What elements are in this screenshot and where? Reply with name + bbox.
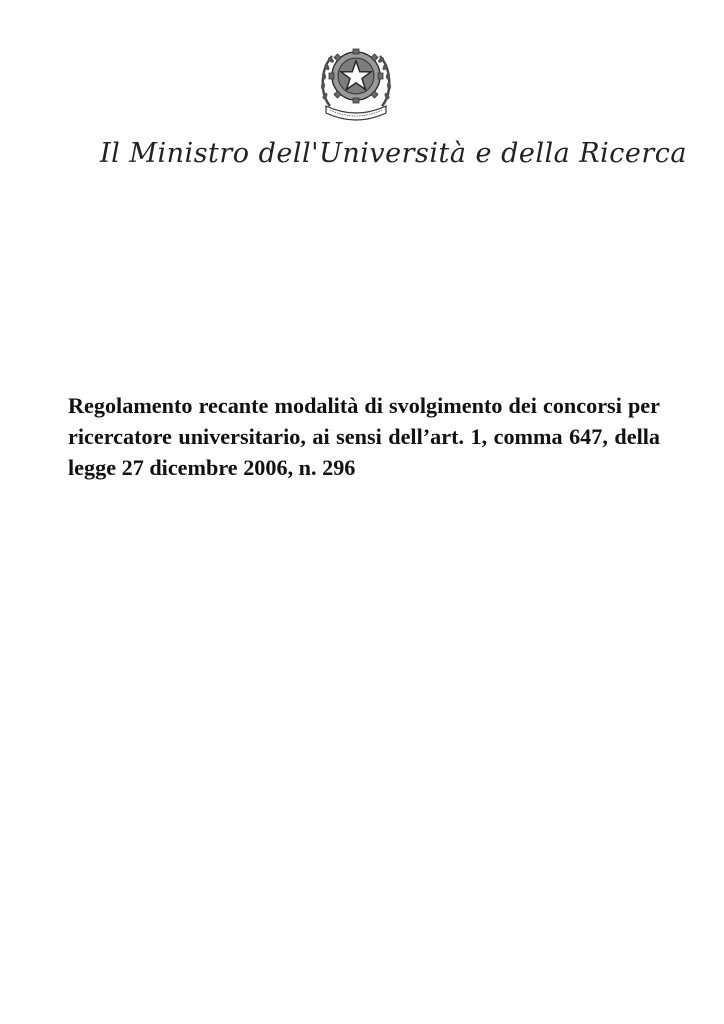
italian-republic-emblem-icon <box>316 40 396 122</box>
document-title: Regolamento recante modalità di svolgimento dei concorsi per ricercatore universitario, ai sensi dell’art. 1, comma 647, della legge 27 dicembre 2006, n. 296 <box>68 393 660 480</box>
ministry-title: Il Ministro dell'Università e della Ricerca <box>100 138 687 169</box>
